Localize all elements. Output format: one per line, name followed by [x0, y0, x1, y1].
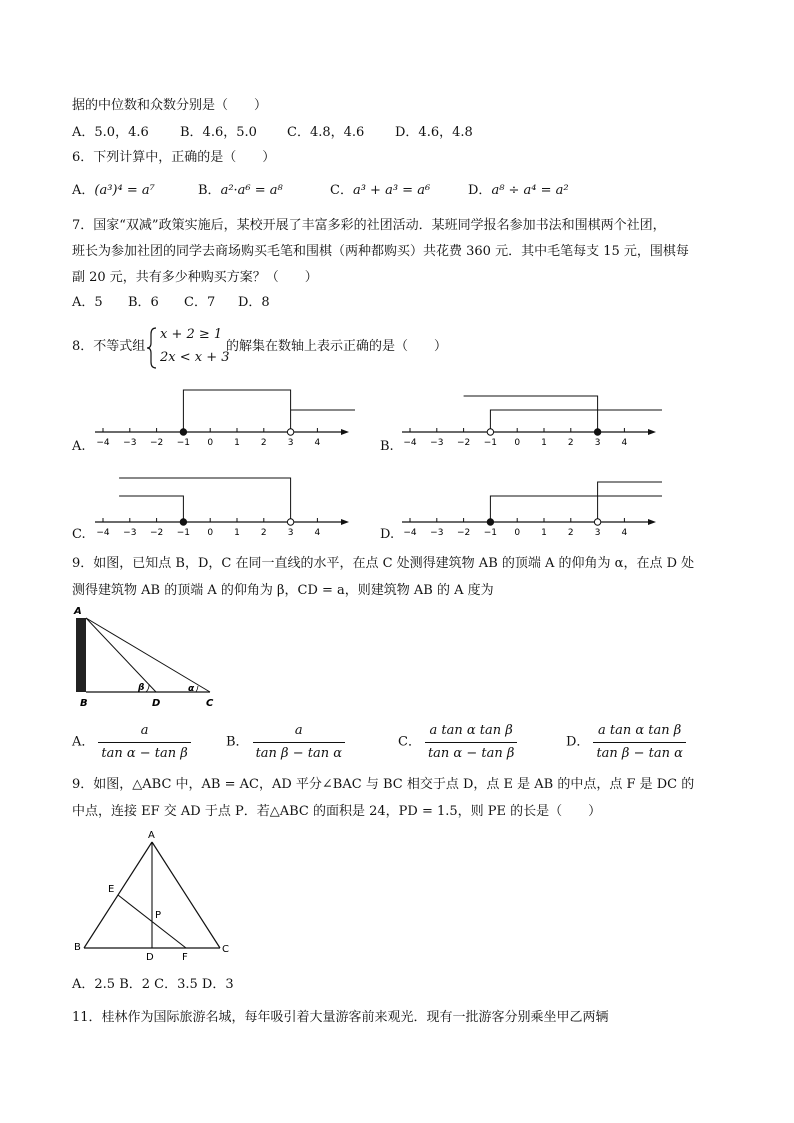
tick-label: −4 [403, 438, 417, 448]
fig-label-b: B [80, 698, 88, 709]
q7-option-b: B．6 [128, 295, 159, 310]
tick-label: 1 [234, 438, 240, 448]
axis-arrow-icon [648, 519, 656, 525]
tick-label: 2 [260, 438, 267, 448]
tick-label: −2 [149, 438, 164, 448]
tick-label: 2 [260, 528, 267, 538]
axis-arrow-icon [648, 429, 656, 435]
closed-dot [180, 429, 186, 435]
q7-line-3: 副 20 元，共有多少种购买方案？（ ） [72, 270, 318, 285]
q8-suffix: 的解集在数轴上表示正确的是（ ） [226, 339, 448, 354]
tick-label: 0 [207, 528, 214, 538]
q6-option-d: D．a⁸ ÷ a⁴ = a² [468, 183, 569, 198]
tick-label: −4 [96, 528, 110, 538]
line-ac [86, 618, 210, 692]
tick-label: 0 [514, 528, 521, 538]
tick-label: 4 [314, 528, 321, 538]
fig2-label-e: E [108, 884, 115, 895]
q5-option-d: D．4.6，4.8 [395, 125, 473, 140]
tick-label: 0 [514, 438, 521, 448]
q5-stem-tail: 据的中位数和众数分别是（ ） [72, 98, 268, 113]
q8-inequality-1: x + 2 ≥ 1 [160, 327, 223, 342]
q7-line-1: 7．国家“双减”政策实施后，某校开展了丰富多彩的社团活动．某班同学报名参加书法和围棋两个社团， [72, 218, 666, 233]
tick-label: 1 [541, 528, 547, 538]
solution-ray [598, 482, 662, 522]
q8-inequality-2: 2x < x + 3 [160, 350, 230, 365]
tick-label: −1 [483, 528, 498, 538]
number-line-a [95, 378, 355, 450]
closed-dot [487, 519, 493, 525]
solution-ray [464, 396, 598, 432]
q8-prefix: 8．不等式组 [72, 339, 146, 354]
fig-label-c: C [206, 698, 214, 709]
tick-label: 4 [314, 438, 321, 448]
line-ad [86, 618, 156, 692]
tick-label: 3 [287, 438, 294, 448]
fig2-label-d: D [146, 952, 154, 963]
tick-label: −3 [123, 438, 137, 448]
q9a-line-1: 9．如图，已知点 B，D，C 在同一直线的水平，在点 C 处测得建筑物 AB 的顶端 A 的仰角为 α，在点 D 处 [72, 556, 695, 571]
tick-label: −4 [403, 528, 417, 538]
number-line-d [402, 468, 662, 540]
fig-label-alpha: α [188, 684, 195, 694]
tick-label: 3 [594, 438, 601, 448]
tick-label: −4 [96, 438, 110, 448]
q6-option-a: A．(a³)⁴ = a⁷ [72, 183, 155, 198]
closed-dot [594, 429, 600, 435]
solution-ray [119, 496, 183, 522]
building-ab [76, 618, 86, 692]
q8-label-a: A. [72, 439, 86, 454]
solution-ray [119, 478, 291, 522]
number-line-b [402, 378, 662, 450]
number-line-c [95, 468, 355, 540]
q5-option-a: A．5.0，4.6 [72, 125, 149, 140]
tick-label: −3 [430, 528, 444, 538]
tick-label: 3 [594, 528, 601, 538]
axis-arrow-icon [341, 429, 349, 435]
q9b-line-2: 中点，连接 EF 交 AD 于点 P．若△ABC 的面积是 24，PD = 1.5，则 PE 的长是（ ） [72, 804, 602, 819]
tick-label: 2 [567, 528, 574, 538]
tick-label: −3 [123, 528, 137, 538]
q11-line-1: 11．桂林作为国际旅游名城，每年吸引着大量游客前来观光．现有一批游客分别乘坐甲乙两辆 [72, 1010, 609, 1025]
side-ac [152, 842, 220, 948]
q6-option-c: C．a³ + a³ = a⁶ [330, 183, 431, 198]
fig2-label-a: A [148, 830, 155, 841]
open-dot [287, 429, 293, 435]
q9b-line-1: 9．如图，△ABC 中，AB = AC，AD 平分∠BAC 与 BC 相交于点 D，点 E 是 AB 的中点，点 F 是 DC 的 [72, 777, 695, 792]
q6-stem: 6．下列计算中，正确的是（ ） [72, 150, 276, 165]
q9b-options: A．2.5 B．2 C．3.5 D．3 [72, 977, 234, 992]
solution-ray [490, 496, 662, 522]
open-dot [594, 519, 600, 525]
tick-label: 1 [541, 438, 547, 448]
axis-arrow-icon [341, 519, 349, 525]
q8-brace-icon [146, 326, 158, 370]
tick-label: −3 [430, 438, 444, 448]
fig2-label-b: B [74, 942, 81, 953]
q9a-option-b: B． $\frac{a}{\text{tan β − tan α}}$ [226, 722, 349, 763]
q9a-option-d: D． $\frac{\text{a tan α tan β}}{\text{tan β − tan α}}$ [566, 722, 690, 763]
q8-label-d: D. [380, 527, 395, 542]
tick-label: 4 [621, 438, 628, 448]
q9a-line-2: 测得建筑物 AB 的顶端 A 的仰角为 β，CD = a，则建筑物 AB 的 A 度为 [72, 583, 494, 598]
q7-option-d: D．8 [238, 295, 270, 310]
fig-label-beta: β [138, 683, 145, 693]
tick-label: 0 [207, 438, 214, 448]
tick-label: −2 [456, 528, 471, 538]
solution-ray [183, 390, 290, 432]
tick-label: 4 [621, 528, 628, 538]
q5-option-c: C．4.8，4.6 [287, 125, 365, 140]
tick-label: −1 [176, 438, 191, 448]
q8-label-c: C. [72, 527, 86, 542]
tick-label: 2 [567, 438, 574, 448]
tick-label: −1 [483, 438, 498, 448]
fig2-label-f: F [182, 952, 188, 963]
tick-label: −2 [149, 528, 164, 538]
fig2-label-c: C [222, 944, 229, 955]
tick-label: 1 [234, 528, 240, 538]
tick-label: 3 [287, 528, 294, 538]
q9a-option-c: C． $\frac{\text{a tan α tan β}}{\text{tan α − tan β}}$ [398, 722, 521, 763]
open-dot [487, 429, 493, 435]
q7-option-c: C．7 [184, 295, 216, 310]
tick-label: −2 [456, 438, 471, 448]
open-dot [287, 519, 293, 525]
q8-label-b: B. [380, 439, 394, 454]
fig-label-a: A [74, 606, 82, 617]
q9b-figure [70, 826, 240, 964]
q7-line-2: 班长为参加社团的同学去商场购买毛笔和围棋（两种都购买）共花费 360 元．其中毛笔每支 15 元，围棋每 [72, 244, 689, 259]
q5-option-b: B．4.6，5.0 [180, 125, 257, 140]
closed-dot [180, 519, 186, 525]
fig-label-d: D [152, 698, 161, 709]
solution-ray [490, 410, 662, 432]
q6-option-b: B．a²·a⁶ = a⁸ [198, 183, 283, 198]
q7-option-a: A．5 [72, 295, 103, 310]
fig2-label-p: P [155, 910, 162, 921]
tick-label: −1 [176, 528, 191, 538]
q9a-figure [72, 602, 222, 710]
q9a-option-a: A． $\frac{a}{\text{tan α − tan β}}$ [72, 722, 195, 763]
